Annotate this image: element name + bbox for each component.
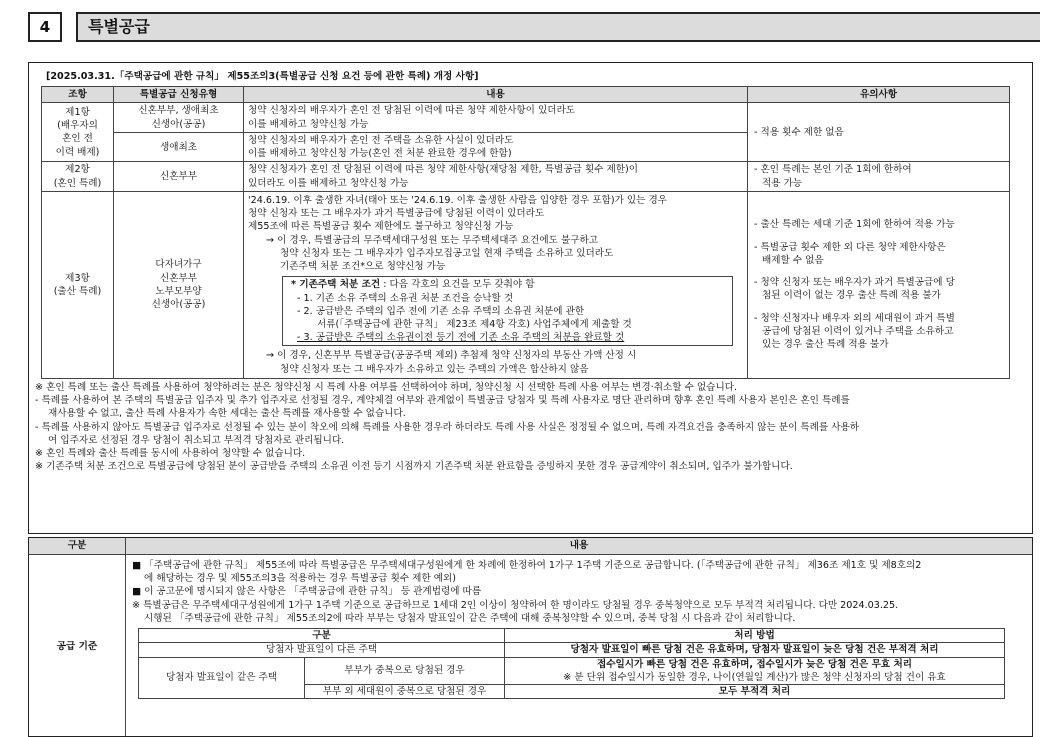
type-text: 신혼부부: [159, 272, 198, 284]
type-cell: [114, 191, 244, 378]
memo-text: 첨된 이력이 없는 경우 출산 특례 적용 불가: [762, 290, 941, 302]
note-line: ※ 혼인 특례와 출산 특례를 동시에 사용하여 청약할 수 없습니다.: [35, 448, 306, 460]
content-text: 이를 배제하고 청약신청 가능: [248, 118, 369, 130]
supply-header-row: [29, 538, 1032, 555]
memo-block: [754, 241, 1005, 267]
disposal-condition-box: [282, 276, 733, 346]
note-line: 여 입주자로 선정된 경우 당첨이 취소되고 부적격 당첨자로 관리됩니다.: [48, 434, 345, 446]
column-header: 조항: [42, 87, 114, 103]
column-header: 내용: [244, 87, 748, 103]
supply-line: 시행된 「주택공급에 관한 규칙」 제55조의2에 따라 부부는 당첨자 발표일이 같은 주택에 대해 중복청약할 수 있으며, 중복 당첨 시 다음과 같이 처리합니다.: [144, 612, 796, 624]
content-text: 제55조에 따른 특별공급 횟수 제한에도 불구하고 청약신청 가능: [248, 221, 514, 233]
amendment-box: [28, 62, 1033, 534]
memo-cell: - 적용 횟수 제한 없음: [748, 103, 1010, 162]
table-row: [139, 657, 1005, 684]
content-text: 기존주택 처분 조건*으로 청약신청 가능: [280, 261, 446, 273]
section-header: [28, 12, 150, 42]
clause-text: 제2항: [65, 164, 90, 176]
clause-text: (출산 특례): [53, 285, 102, 297]
supply-label: 공급 기준: [29, 555, 126, 737]
clause-cell: [42, 191, 114, 378]
column-header: 특별공급 신청유형: [114, 87, 244, 103]
type-text: 다자녀가구: [155, 259, 202, 271]
table-header-row: [139, 629, 1005, 643]
clause-cell: [42, 103, 114, 162]
supply-section: [28, 537, 1033, 737]
row-sub-label: 부부가 중복으로 당첨된 경우: [305, 657, 505, 684]
table-row: [139, 643, 1005, 657]
type-cell: 신혼부부: [114, 162, 244, 191]
notes: [34, 381, 1027, 474]
memo-cell: [748, 162, 1010, 191]
row-method: 모두 부적격 처리: [505, 685, 1005, 699]
amendment-table: [41, 86, 1010, 379]
memo-text: - 출산 특례는 세대 기준 1회에 한하여 적용 가능: [754, 219, 955, 231]
table-header-row: [42, 87, 1010, 103]
content-text: '24.6.19. 이후 출생한 자녀(태아 또는 '24.6.19. 이후 출생한 사람을 입양한 경우 포함)가 있는 경우: [248, 194, 668, 206]
memo-text: - 청약 신청자나 배우자 외의 세대원이 과거 특별: [754, 312, 955, 324]
clause-text: 제1항: [65, 106, 90, 118]
memo-text: 적용 가능: [762, 177, 803, 189]
content-text: 청약 신청자의 배우자가 혼인 전 당첨된 이력에 따른 청약 제한사항이 있더라도: [248, 105, 576, 117]
content-text: → 이 경우, 신혼부부 특별공급(공공주택 제외) 추첨제 청약 신청자의 부동산 가액 산정 시: [266, 350, 637, 362]
condition-title-rest: : 다음 각호의 요건을 모두 갖춰야 함: [380, 279, 535, 291]
memo-text: 있는 경우 출산 특례 적용 불가: [762, 339, 889, 351]
clause-text: (혼인 특례): [53, 177, 102, 189]
content-cell: [244, 132, 748, 161]
note-line: ※ 혼인 특례 또는 출산 특례를 사용하여 청약하려는 분은 청약신청 시 특례 사용 여부를 선택하여야 하며, 청약신청 시 선택한 특례 사용 여부는 변경·취소할 수 없습니다.: [35, 381, 738, 393]
clause-text: 제3항: [65, 272, 90, 284]
content-text: 있더라도 이를 배제하고 청약신청 가능: [248, 177, 409, 189]
memo-block: [754, 276, 1005, 302]
supply-head-right: 내용: [569, 540, 589, 552]
row-method: [505, 657, 1005, 684]
supply-content: [126, 555, 1032, 737]
table-row: [42, 103, 1010, 132]
content-text: 청약 신청자가 혼인 전 당첨된 이력에 따른 청약 제한사항(재당첨 제한, 특별공급 횟수 제한)이: [248, 164, 639, 176]
condition-item: - 2. 공급받은 주택의 입주 전에 기존 소유 주택의 소유권 처분에 관한: [297, 305, 585, 317]
note-line: - 특례를 사용하여 본 주택의 특별공급 입주자 및 추가 입주자로 선정될 경우, 계약체결 여부와 관계없이 특별공급 당첨자 및 특례 사용자로 명단 관리하며 향후 혼인 특례 사용자 본인은 혼인 특례를: [35, 395, 850, 407]
content-text: 청약 신청자 또는 그 배우자가 입주자모집공고일 현재 주택을 소유하고 있더라도: [280, 247, 614, 259]
memo-text: - 특별공급 횟수 제한 외 다른 청약 제한사항은: [754, 241, 946, 253]
supply-head-left: 구분: [29, 538, 126, 554]
row-sub-label: 부부 외 세대원이 중복으로 당첨된 경우: [305, 685, 505, 699]
column-header: 구분: [139, 629, 505, 643]
type-text: 신생아(공공): [151, 118, 206, 130]
type-cell: 생애최초: [114, 132, 244, 161]
table-row: [42, 162, 1010, 191]
supply-line: 에 해당하는 경우 및 제55조의3을 적용하는 경우 특별공급 횟수 제한 예외): [144, 573, 457, 585]
content-text: 청약 신청자 또는 그 배우자가 소유하고 있는 주택의 가액은 합산하지 않음: [280, 363, 589, 375]
memo-text: 공급에 당첨된 이력이 있거나 주택을 소유하고: [762, 325, 954, 337]
memo-cell: [748, 191, 1010, 378]
memo-text: - 혼인 특례는 본인 기준 1회에 한하여: [754, 164, 912, 176]
supply-line: ■ 이 공고문에 명시되지 않은 사항은 「주택공급에 관한 규칙」 등 관계법령에 따름: [132, 586, 482, 598]
method-text: 접수일시가 빠른 당첨 건은 유효하며, 접수일시가 늦은 당첨 건은 무효 처리: [596, 658, 913, 670]
content-text: 이를 배제하고 청약신청 가능(혼인 전 처분 완료한 경우에 한함): [248, 148, 512, 160]
content-text: 청약 신청자의 배우자가 혼인 전 주택을 소유한 사실이 있더라도: [248, 134, 514, 146]
memo-block: [754, 312, 1005, 352]
column-header: 처리 방법: [505, 629, 1005, 643]
note-line: 재사용할 수 없고, 출산 특례 사용자가 속한 세대는 출산 특례를 재사용할 수 없습니다.: [48, 408, 406, 420]
clause-text: 혼인 전: [62, 133, 93, 145]
type-cell: [114, 103, 244, 132]
memo-text: - 청약 신청자 또는 배우자가 과거 특별공급에 당: [754, 277, 955, 289]
content-cell: [244, 191, 748, 378]
note-line: ※ 기존주택 처분 조건으로 특별공급에 당첨된 분이 공급받을 주택의 소유권 이전 등기 시점까지 기존주택 처분 완료함을 증빙하지 못한 경우 공급계약이 취소되며, 입주가 불가합니다.: [35, 461, 793, 473]
row-label: 당첨자 발표일이 다른 주택: [139, 643, 505, 657]
section-title: 특별공급: [76, 12, 1040, 42]
condition-item: 서류(「주택공급에 관한 규칙」 제23조 제4항 각호) 사업주체에게 제출할 것: [317, 318, 632, 330]
method-note: ※ 분 단위 접수일시가 동일한 경우, 나이(연월일 계산)가 많은 청약 신청자의 당첨 건이 유효: [563, 671, 946, 683]
condition-title: [291, 278, 724, 291]
column-header: 유의사항: [748, 87, 1010, 103]
condition-item: - 3. 공급받은 주택의 소유권이전 등기 전에 기존 소유 주택의 처분을 완료할 것: [297, 332, 625, 344]
supply-line: ※ 특별공급은 무주택세대구성원에게 1가구 1주택 기준으로 공급하므로 1세대 2인 이상이 청약하여 한 명이라도 당첨될 경우 중복청약으로 모두 부적격 처리됩니다. 다만 2024.03.25.: [132, 599, 899, 611]
condition-item: - 1. 기존 소유 주택의 소유권 처분 조건을 승낙할 것: [297, 292, 514, 304]
type-text: 신생아(공공): [151, 299, 206, 311]
supply-line: ■ 「주택공급에 관한 규칙」 제55조에 따라 특별공급은 무주택세대구성원에게 한 차례에 한정하여 1가구 1주택 기준으로 공급합니다. (「주택공급에 관한 규칙」 제36조 제1호 및 제8호의2: [132, 560, 922, 571]
section-number: 4: [28, 12, 62, 42]
duplicate-win-table: [138, 628, 1005, 699]
clause-text: (배우자의: [57, 120, 98, 132]
table-row: [42, 191, 1010, 378]
row-method: 당첨자 발표일이 빠른 당첨 건은 유효하며, 당첨자 발표일이 늦은 당첨 건은 부적격 처리: [505, 643, 1005, 657]
content-text: → 이 경우, 특별공급의 무주택세대구성원 또는 무주택세대주 요건에도 불구하고: [266, 234, 599, 246]
condition-title-bold: * 기존주택 처분 조건: [291, 279, 381, 291]
content-cell: [244, 103, 748, 132]
note-line: - 특례를 사용하지 않아도 특별공급 입주자로 선정될 수 있는 분이 착오에 의해 특례를 사용한 경우라 하더라도 특례 사용 사실은 정정될 수 없으며, 특례 자격요건을 충족하지 않는 분이 특례를 사용하: [35, 421, 860, 433]
supply-body: [29, 555, 1032, 737]
content-cell: [244, 162, 748, 191]
content-text: 청약 신청자 또는 그 배우자가 과거 특별공급에 당첨된 이력이 있더라도: [248, 208, 545, 220]
amendment-caption: [2025.03.31.「주택공급에 관한 규칙」 제55조의3(특별공급 신청 요건 등에 관한 특례) 개정 사항]: [46, 71, 479, 82]
type-text: 신혼부부, 생애최초: [138, 105, 219, 117]
row-label: 당첨자 발표일이 같은 주택: [139, 657, 305, 699]
clause-text: 이력 배제): [55, 146, 100, 158]
clause-cell: [42, 162, 114, 191]
memo-text: 배제할 수 없음: [762, 254, 824, 266]
type-text: 노부모부양: [155, 285, 202, 297]
